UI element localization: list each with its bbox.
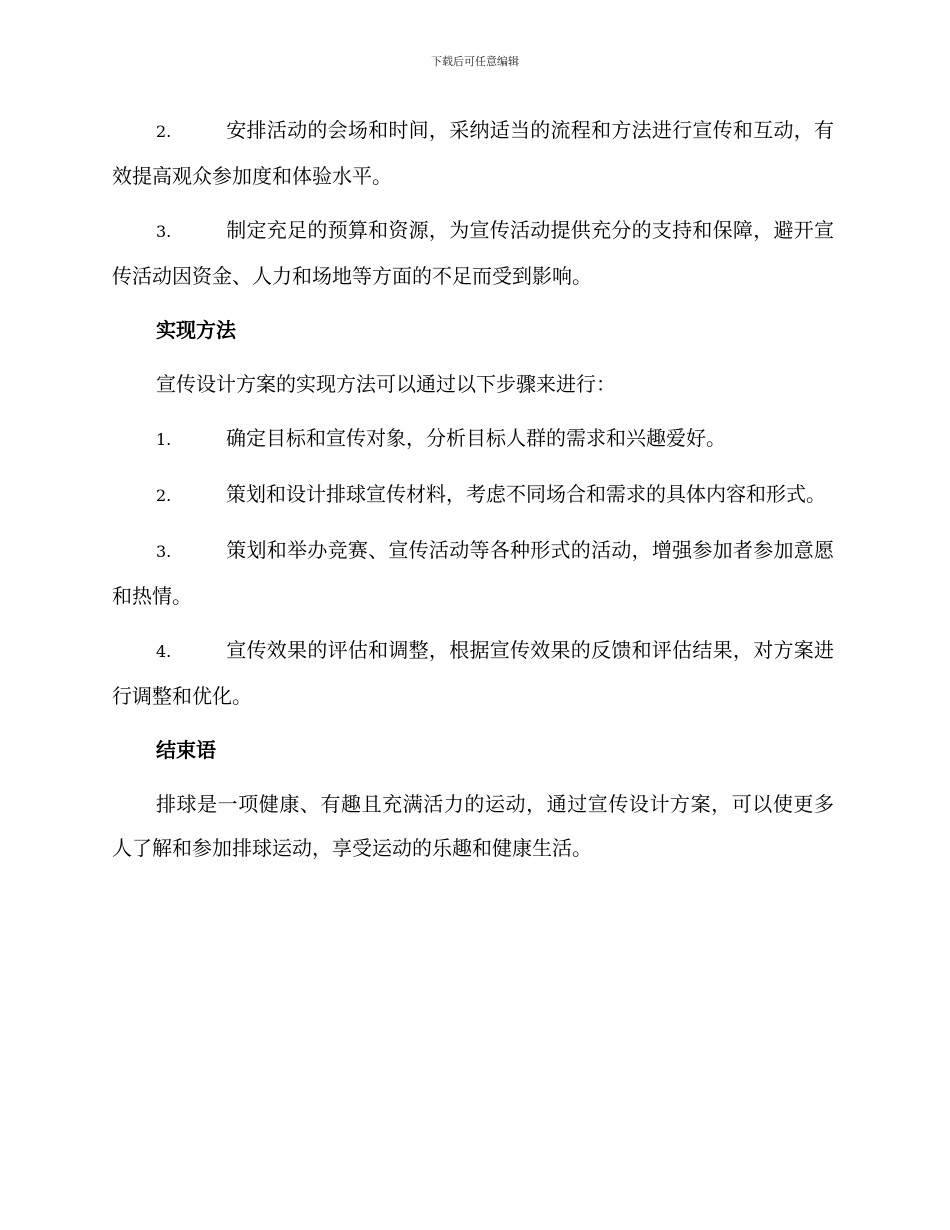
- list-number: 2.: [156, 122, 172, 141]
- list-number: 4.: [156, 642, 172, 661]
- section-heading-conclusion: 结束语: [156, 738, 216, 762]
- list-item: [112, 472, 834, 518]
- list-number: 1.: [156, 430, 172, 449]
- list-item: [112, 628, 834, 718]
- list-text: 策划和举办竞赛、宣传活动等各种形式的活动，增强参加者参加意愿和热情。: [112, 538, 834, 608]
- list-text: 制定充足的预算和资源，为宣传活动提供充分的支持和保障，避开宣传活动因资金、人力和场地等方面的不足而受到影响。: [112, 218, 834, 288]
- list-number: 3.: [156, 542, 172, 561]
- list-text: 宣传效果的评估和调整，根据宣传效果的反馈和评估结果，对方案进行调整和优化。: [112, 638, 834, 708]
- list-item: [112, 416, 834, 462]
- section-heading-method: 实现方法: [156, 318, 236, 342]
- list-number: 3.: [156, 222, 172, 241]
- method-intro: 宣传设计方案的实现方法可以通过以下步骤来进行：: [156, 372, 616, 396]
- document-body: [112, 108, 834, 880]
- list-item: [112, 208, 834, 298]
- list-number: 2.: [156, 486, 172, 505]
- page-header: 下载后可任意编辑: [431, 55, 519, 68]
- list-text: 确定目标和宣传对象，分析目标人群的需求和兴趣爱好。: [226, 426, 726, 450]
- conclusion-text: 排球是一项健康、有趣且充满活力的运动，通过宣传设计方案，可以使更多人了解和参加排球运动，享受运动的乐趣和健康生活。: [112, 792, 834, 860]
- list-text: 安排活动的会场和时间，采纳适当的流程和方法进行宣传和互动，有效提高观众参加度和体验水平。: [112, 118, 834, 188]
- list-item: [112, 528, 834, 618]
- list-text: 策划和设计排球宣传材料，考虑不同场合和需求的具体内容和形式。: [226, 482, 826, 506]
- list-item: [112, 108, 834, 198]
